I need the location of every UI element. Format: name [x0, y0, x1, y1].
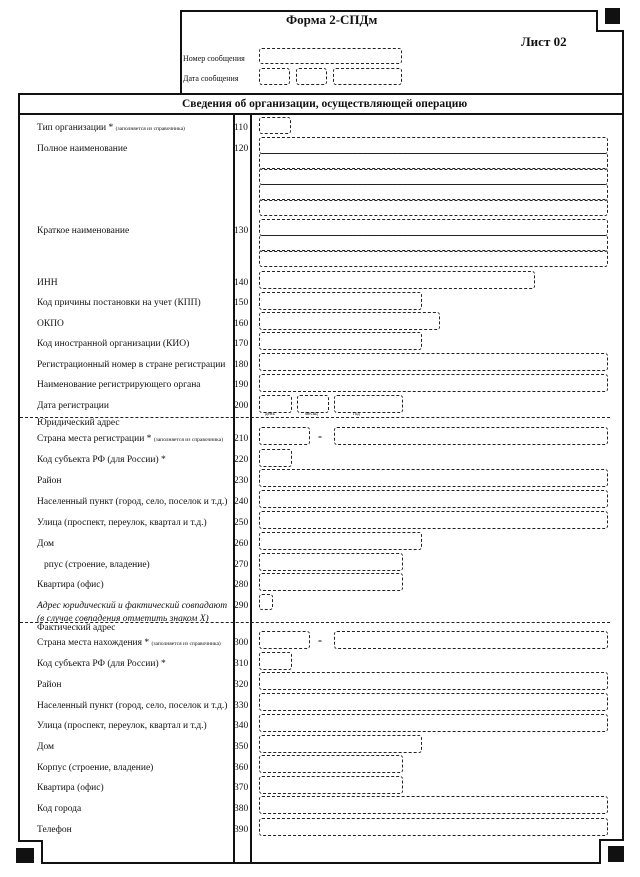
field-code-190: 190: [234, 380, 249, 390]
field-code-110: 110: [234, 123, 248, 133]
frame-line: [41, 862, 601, 864]
field-label-130: Краткое наименование: [37, 226, 130, 236]
date-sub-label-year: год: [353, 412, 360, 417]
field-code-170: 170: [234, 339, 249, 349]
field-label-140: ИНН: [37, 278, 58, 288]
field-label-260: Дом: [37, 539, 55, 549]
country-separator: -: [318, 429, 322, 443]
field-code-320: 320: [234, 680, 249, 690]
actual-district-input[interactable]: [259, 672, 608, 690]
registering-authority-input[interactable]: [259, 374, 608, 392]
registration-marker: [16, 848, 34, 863]
registration-number-input[interactable]: [259, 353, 608, 371]
field-label-300: Страна места нахождения * (заполняется из справочника): [37, 638, 221, 648]
legal-building-input[interactable]: [259, 553, 403, 571]
field-code-350: 350: [234, 742, 249, 752]
field-code-180: 180: [234, 360, 249, 370]
actual-building-input[interactable]: [259, 755, 403, 773]
message-date-label: Дата сообщения: [183, 74, 239, 83]
section-title: Сведения об организации, осуществляющей операцию: [182, 98, 468, 110]
address-match-checkbox[interactable]: [259, 594, 273, 610]
registration-date-year-input[interactable]: [334, 395, 403, 413]
field-code-220: 220: [234, 455, 249, 465]
field-label-280: Квартира (офис): [37, 580, 104, 590]
field-label-290-hint: (в случае совпадения отметить знаком X): [37, 614, 209, 624]
location-country-name-input[interactable]: [334, 631, 608, 649]
registration-date-month-input[interactable]: [297, 395, 329, 413]
field-label-380: Код города: [37, 804, 82, 814]
field-code-150: 150: [234, 298, 249, 308]
field-label-370: Квартира (офис): [37, 783, 104, 793]
legal-locality-input[interactable]: [259, 490, 608, 508]
phone-input[interactable]: [259, 818, 608, 836]
message-date-day-input[interactable]: [259, 68, 290, 85]
field-label-230: Район: [37, 476, 62, 486]
frame-line: [18, 840, 43, 842]
field-code-260: 260: [234, 539, 249, 549]
field-label-350: Дом: [37, 742, 55, 752]
field-label-250: Улица (проспект, переулок, квартал и т.д.): [37, 518, 207, 528]
kio-input[interactable]: [259, 332, 422, 350]
registration-marker: [608, 846, 624, 862]
field-code-210: 210: [234, 434, 249, 444]
actual-street-input[interactable]: [259, 714, 608, 732]
field-code-120: 120: [234, 144, 249, 154]
legal-apartment-input[interactable]: [259, 573, 403, 591]
message-number-label: Номер сообщения: [183, 54, 245, 63]
field-code-250: 250: [234, 518, 249, 528]
registration-country-code-input[interactable]: [259, 427, 310, 445]
field-code-390: 390: [234, 825, 249, 835]
short-name-input-line-1[interactable]: [259, 219, 608, 236]
date-sub-label-month: месяц: [305, 412, 318, 417]
okpo-input[interactable]: [259, 312, 440, 330]
actual-region-code-input[interactable]: [259, 652, 292, 670]
frame-line: [180, 10, 182, 94]
field-label-120: Полное наименование: [37, 144, 128, 154]
field-code-380: 380: [234, 804, 249, 814]
field-code-140: 140: [234, 278, 249, 288]
field-label-270: рпус (строение, владение): [44, 560, 150, 570]
sheet-label: Лист 02: [521, 34, 567, 49]
kpp-input[interactable]: [259, 292, 422, 310]
country-separator: -: [318, 633, 322, 647]
actual-apartment-input[interactable]: [259, 776, 403, 794]
short-name-input-line-3[interactable]: [259, 250, 608, 267]
actual-address-title: Фактический адрес: [37, 623, 116, 633]
legal-region-code-input[interactable]: [259, 449, 292, 467]
location-country-code-input[interactable]: [259, 631, 310, 649]
frame-line: [599, 839, 624, 841]
field-label-390: Телефон: [37, 825, 72, 835]
field-label-240: Населенный пункт (город, село, поселок и т.д.): [37, 497, 228, 507]
field-label-290: Адрес юридический и фактический совпадают: [37, 601, 228, 611]
field-label-200: Дата регистрации: [37, 401, 109, 411]
org-type-input[interactable]: [259, 117, 291, 134]
code-column-line: [250, 113, 252, 863]
field-code-310: 310: [234, 659, 249, 669]
message-number-input[interactable]: [259, 48, 402, 64]
full-name-input-line-1[interactable]: [259, 137, 608, 154]
field-code-270: 270: [234, 560, 249, 570]
field-code-130: 130: [234, 226, 249, 236]
field-label-190: Наименование регистрирующего органа: [37, 380, 201, 390]
frame-line: [596, 10, 598, 31]
field-code-360: 360: [234, 763, 249, 773]
field-label-160: ОКПО: [37, 319, 64, 329]
inn-input[interactable]: [259, 271, 535, 289]
legal-district-input[interactable]: [259, 469, 608, 487]
field-code-330: 330: [234, 701, 249, 711]
field-label-210: Страна места регистрации * (заполняется из справочника): [37, 434, 224, 444]
field-code-300: 300: [234, 638, 249, 648]
message-date-month-input[interactable]: [296, 68, 327, 85]
field-code-200: 200: [234, 401, 249, 411]
field-label-330: Населенный пункт (город, село, поселок и т.д.): [37, 701, 228, 711]
field-code-370: 370: [234, 783, 249, 793]
field-label-340: Улица (проспект, переулок, квартал и т.д.): [37, 721, 207, 731]
field-code-160: 160: [234, 319, 249, 329]
registration-country-name-input[interactable]: [334, 427, 608, 445]
field-label-170: Код иностранной организации (КИО): [37, 339, 190, 349]
frame-line: [622, 30, 624, 841]
frame-line: [599, 839, 601, 864]
message-date-year-input[interactable]: [333, 68, 402, 85]
frame-line: [18, 93, 20, 842]
field-label-320: Район: [37, 680, 62, 690]
frame-line: [41, 840, 43, 863]
field-code-240: 240: [234, 497, 249, 507]
field-code-290: 290: [234, 601, 249, 611]
field-label-310: Код субъекта РФ (для России) *: [37, 659, 166, 669]
registration-date-day-input[interactable]: [259, 395, 292, 413]
full-name-input-line-3[interactable]: [259, 168, 608, 185]
actual-locality-input[interactable]: [259, 693, 608, 711]
field-code-280: 280: [234, 580, 249, 590]
field-label-180: Регистрационный номер в стране регистрации: [37, 360, 226, 370]
legal-house-input[interactable]: [259, 532, 422, 550]
legal-street-input[interactable]: [259, 511, 608, 529]
field-code-230: 230: [234, 476, 249, 486]
field-label-220: Код субъекта РФ (для России) *: [37, 455, 166, 465]
full-name-input-line-5[interactable]: [259, 199, 608, 216]
field-label-110: Тип организации * (заполняется из справочника): [37, 123, 185, 133]
field-code-340: 340: [234, 721, 249, 731]
city-code-input[interactable]: [259, 796, 608, 814]
legal-address-title: Юридический адрес: [37, 418, 120, 428]
field-label-360: Корпус (строение, владение): [37, 763, 154, 773]
frame-line: [596, 30, 624, 32]
registration-marker: [605, 8, 620, 24]
form-title: Форма 2-СПДм: [286, 12, 378, 27]
field-label-150: Код причины постановки на учет (КПП): [37, 298, 201, 308]
frame-line: [18, 93, 624, 95]
date-sub-label-day: день: [265, 412, 275, 417]
frame-line: [180, 10, 598, 12]
actual-house-input[interactable]: [259, 735, 422, 753]
frame-line: [18, 113, 624, 115]
